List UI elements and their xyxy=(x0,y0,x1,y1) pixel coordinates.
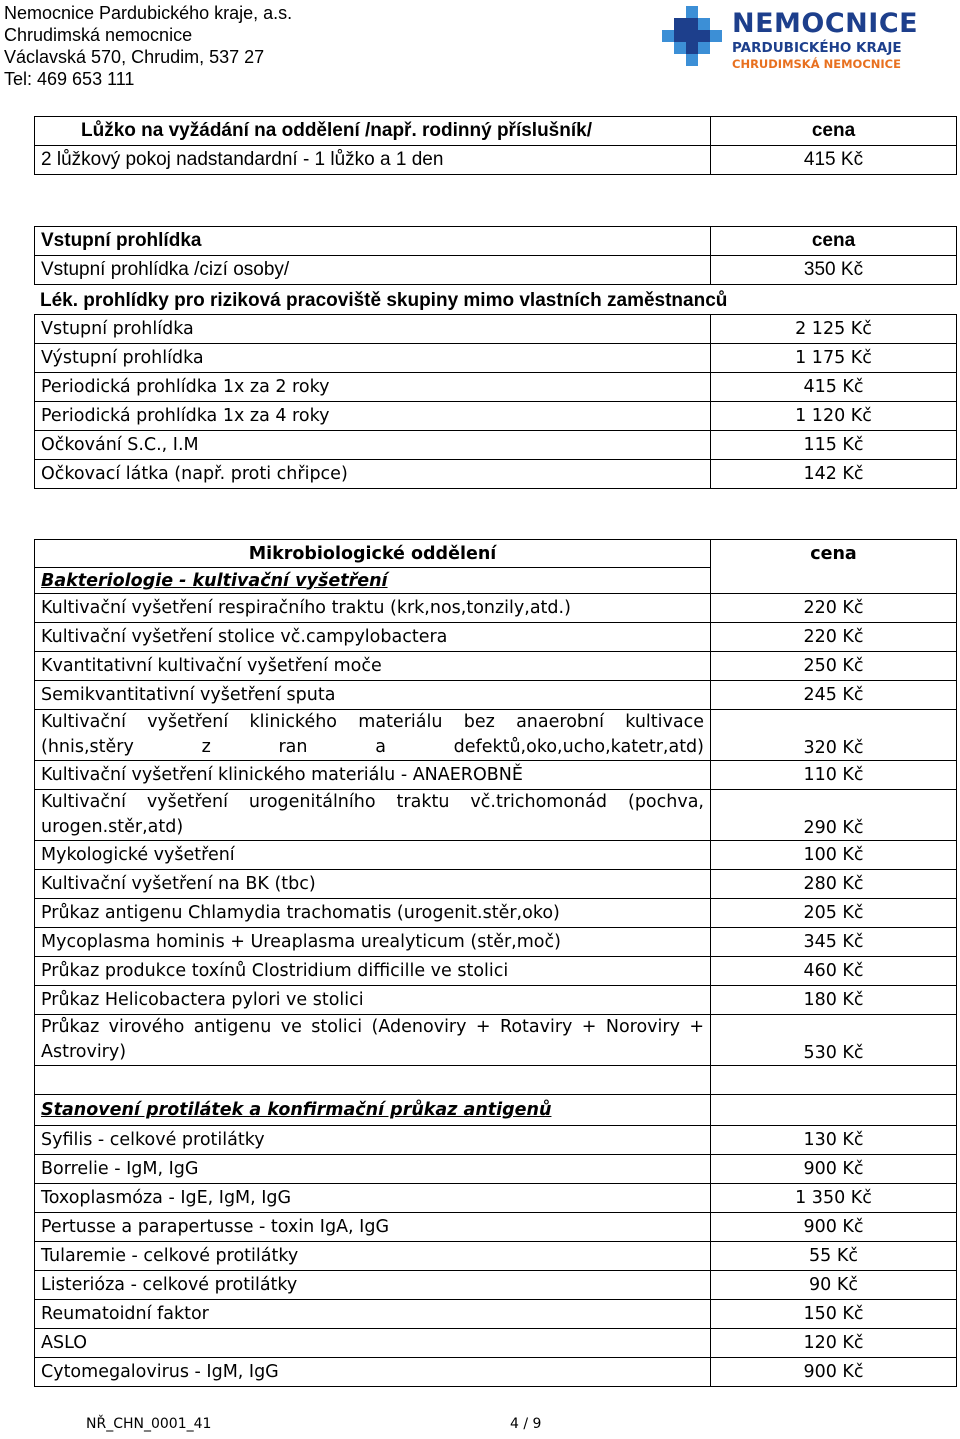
row-label: Kultivační vyšetření klinického materiálu bez anaerobní kultivace (hnis,stěry z ran a defektů,oko,ucho,katetr,atd) xyxy=(35,710,711,761)
row-price: 120 Kč xyxy=(711,1329,957,1358)
row-label: Syfilis - celkové protilátky xyxy=(35,1126,711,1155)
row-label: Kultivační vyšetření urogenitálního traktu vč.trichomonád (pochva, urogen.stěr,atd) xyxy=(35,790,711,841)
row-label: Kultivační vyšetření stolice vč.campylobactera xyxy=(35,623,711,652)
row-label: Mykologické vyšetření xyxy=(35,841,711,870)
logo-line3: CHRUDIMSKÁ NEMOCNICE xyxy=(732,57,901,71)
phone: Tel: 469 653 111 xyxy=(4,69,135,89)
table-row xyxy=(35,957,957,986)
cross-logo-icon xyxy=(662,6,728,72)
entry-price-header: cena xyxy=(711,227,957,256)
row-price: 90 Kč xyxy=(711,1271,957,1300)
micro-heading: Mikrobiologické oddělení xyxy=(35,540,711,568)
row-label: Semikvantitativní vyšetření sputa xyxy=(35,681,711,710)
row-price: 530 Kč xyxy=(711,1015,957,1066)
row-price: 460 Kč xyxy=(711,957,957,986)
row-label: Očkovací látka (např. proti chřipce) xyxy=(35,460,711,489)
row-price: 245 Kč xyxy=(711,681,957,710)
table-row xyxy=(35,899,957,928)
row-label: Reumatoidní faktor xyxy=(35,1300,711,1329)
row-price: 205 Kč xyxy=(711,899,957,928)
table-row xyxy=(35,373,957,402)
table-row xyxy=(35,315,957,344)
table-row xyxy=(35,1015,957,1066)
bed-row-price: 415 Kč xyxy=(711,146,957,175)
logo-line1: NEMOCNICE xyxy=(732,8,919,39)
row-price: 100 Kč xyxy=(711,841,957,870)
hospital-logo xyxy=(662,6,952,74)
table-row xyxy=(35,1329,957,1358)
row-price: 115 Kč xyxy=(711,431,957,460)
table-row xyxy=(35,710,957,761)
table-row xyxy=(35,1300,957,1329)
row-label: Listerióza - celkové protilátky xyxy=(35,1271,711,1300)
entry-row-label: Vstupní prohlídka /cizí osoby/ xyxy=(35,256,711,285)
section-bacteriology-title: Bakteriologie - kultivační vyšetření xyxy=(35,568,711,594)
row-price: 900 Kč xyxy=(711,1358,957,1387)
document-id: NŘ_CHN_0001_41 xyxy=(86,1416,212,1432)
row-label: Cytomegalovirus - IgM, IgG xyxy=(35,1358,711,1387)
row-label: Průkaz produkce toxínů Clostridium difficille ve stolici xyxy=(35,957,711,986)
row-price: 320 Kč xyxy=(711,710,957,761)
row-price: 2 125 Kč xyxy=(711,315,957,344)
row-label: Kultivační vyšetření na BK (tbc) xyxy=(35,870,711,899)
row-price: 142 Kč xyxy=(711,460,957,489)
row-price: 55 Kč xyxy=(711,1242,957,1271)
row-label: Průkaz Helicobactera pylori ve stolici xyxy=(35,986,711,1015)
table-row xyxy=(35,1184,957,1213)
table-row xyxy=(35,986,957,1015)
row-price: 220 Kč xyxy=(711,623,957,652)
table-row xyxy=(35,790,957,841)
spacer-row xyxy=(35,1066,957,1095)
row-price: 900 Kč xyxy=(711,1213,957,1242)
table-row xyxy=(35,431,957,460)
table-row xyxy=(35,1213,957,1242)
row-price: 220 Kč xyxy=(711,594,957,623)
row-price: 180 Kč xyxy=(711,986,957,1015)
table-row xyxy=(35,1155,957,1184)
table-row xyxy=(35,870,957,899)
row-price: 900 Kč xyxy=(711,1155,957,1184)
table-row xyxy=(35,402,957,431)
row-label: Průkaz virového antigenu ve stolici (Adenoviry + Rotaviry + Noroviry + Astroviry) xyxy=(35,1015,711,1066)
table-row xyxy=(35,928,957,957)
page-number: 4 / 9 xyxy=(510,1416,542,1432)
row-label: Očkování S.C., I.M xyxy=(35,431,711,460)
row-label: Průkaz antigenu Chlamydia trachomatis (urogenit.stěr,oko) xyxy=(35,899,711,928)
row-price: 290 Kč xyxy=(711,790,957,841)
row-label: Kvantitativní kultivační vyšetření moče xyxy=(35,652,711,681)
logo-line2: PARDUBICKÉHO KRAJE xyxy=(732,40,902,56)
row-price: 415 Kč xyxy=(711,373,957,402)
table-row xyxy=(35,1358,957,1387)
row-label: Tularemie - celkové protilátky xyxy=(35,1242,711,1271)
micro-price-header: cena xyxy=(711,540,957,594)
row-label: Výstupní prohlídka xyxy=(35,344,711,373)
row-price: 1 175 Kč xyxy=(711,344,957,373)
row-label: Kultivační vyšetření klinického materiálu - ANAEROBNĚ xyxy=(35,761,711,790)
table-row xyxy=(35,460,957,489)
table-row xyxy=(35,681,957,710)
row-price: 1 120 Kč xyxy=(711,402,957,431)
row-price: 150 Kč xyxy=(711,1300,957,1329)
address: Václavská 570, Chrudim, 537 27 xyxy=(4,47,265,67)
row-price: 1 350 Kč xyxy=(711,1184,957,1213)
entry-check-table xyxy=(34,226,957,285)
row-label: Mycoplasma hominis + Ureaplasma urealyticum (stěr,moč) xyxy=(35,928,711,957)
row-price: 345 Kč xyxy=(711,928,957,957)
row-price: 250 Kč xyxy=(711,652,957,681)
bed-price-header: cena xyxy=(711,117,957,146)
table-row xyxy=(35,761,957,790)
table-row xyxy=(35,594,957,623)
row-price: 130 Kč xyxy=(711,1126,957,1155)
org-name: Nemocnice Pardubického kraje, a.s. xyxy=(4,3,293,23)
hospital-name: Chrudimská nemocnice xyxy=(4,25,193,45)
row-label: Kultivační vyšetření respiračního traktu (krk,nos,tonzily,atd.) xyxy=(35,594,711,623)
row-label: Periodická prohlídka 1x za 2 roky xyxy=(35,373,711,402)
row-price: 280 Kč xyxy=(711,870,957,899)
table-row xyxy=(35,652,957,681)
table-row xyxy=(35,841,957,870)
row-label: ASLO xyxy=(35,1329,711,1358)
bed-heading: Lůžko na vyžádání na oddělení /např. rodinný příslušník/ xyxy=(35,117,711,146)
table-row xyxy=(35,1242,957,1271)
entry-row-price: 350 Kč xyxy=(711,256,957,285)
risk-workplace-subheading: Lék. prohlídky pro riziková pracoviště skupiny mimo vlastních zaměstnanců xyxy=(40,290,728,311)
row-label: Toxoplasmóza - IgE, IgM, IgG xyxy=(35,1184,711,1213)
table-row xyxy=(35,1126,957,1155)
row-label: Vstupní prohlídka xyxy=(35,315,711,344)
microbiology-table xyxy=(34,539,957,1387)
bed-row-label: 2 lůžkový pokoj nadstandardní - 1 lůžko a 1 den xyxy=(35,146,711,175)
entry-heading: Vstupní prohlídka xyxy=(35,227,711,256)
row-price: 110 Kč xyxy=(711,761,957,790)
risk-check-table xyxy=(34,314,957,489)
section-antibodies-title: Stanovení protilátek a konfirmační průkaz antigenů xyxy=(35,1095,711,1126)
table-row xyxy=(35,623,957,652)
bed-price-table xyxy=(34,116,957,175)
table-row xyxy=(35,344,957,373)
row-label: Periodická prohlídka 1x za 4 roky xyxy=(35,402,711,431)
row-label: Borrelie - IgM, IgG xyxy=(35,1155,711,1184)
table-row xyxy=(35,1271,957,1300)
row-label: Pertusse a parapertusse - toxin IgA, IgG xyxy=(35,1213,711,1242)
